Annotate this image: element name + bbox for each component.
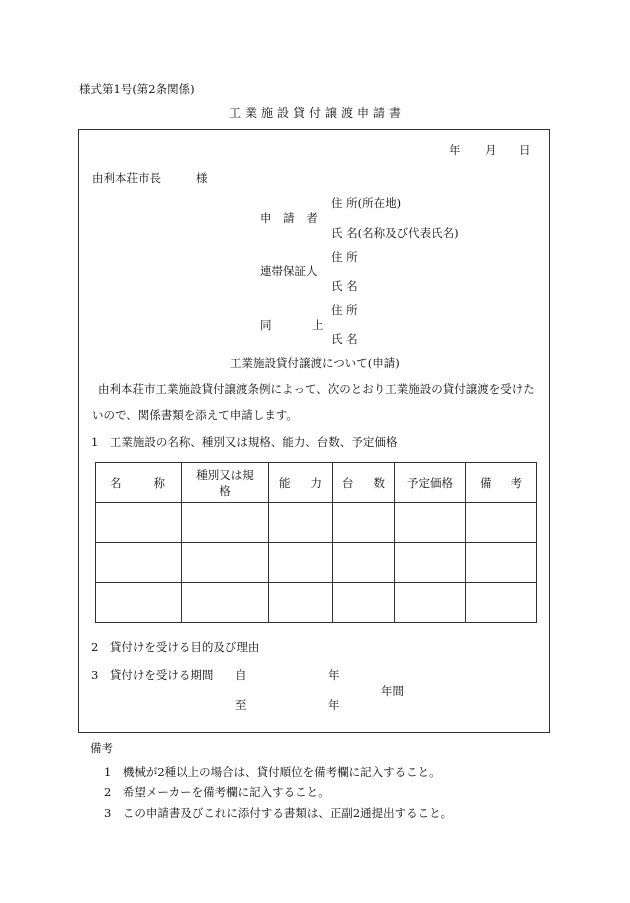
applicant-label: 申 請 者 <box>260 211 322 225</box>
table-cell[interactable] <box>269 503 333 543</box>
header-capacity-b: 力 <box>310 475 322 490</box>
guarantor2-label-b: 上 <box>312 318 324 332</box>
guarantor2-address-label: 住 所 <box>331 303 358 317</box>
header-name-a: 名 <box>110 475 122 490</box>
table-cell[interactable] <box>269 583 333 623</box>
guarantor-label: 連帯保証人 <box>260 264 318 278</box>
notes-heading: 備考 <box>90 741 113 755</box>
header-remarks-b: 考 <box>510 475 522 490</box>
item-2-heading: 2 貸付けを受ける目的及び理由 <box>91 640 260 654</box>
guarantor2-name-label: 氏 名 <box>331 332 358 346</box>
header-count-b: 数 <box>373 475 385 490</box>
applicant-name-label: 氏 名(名称及び代表氏名) <box>331 226 459 240</box>
table-row <box>96 583 537 623</box>
header-remarks <box>466 463 537 503</box>
table-cell[interactable] <box>466 583 537 623</box>
header-type-label: 種別又は規格 <box>196 467 254 498</box>
header-name-b: 称 <box>153 475 165 490</box>
guarantor-address-label: 住 所 <box>331 250 358 264</box>
table-cell[interactable] <box>466 503 537 543</box>
table-cell[interactable] <box>96 543 182 583</box>
header-price-label: 予定価格 <box>407 475 453 490</box>
date-month: 月 <box>485 143 497 157</box>
note-item: 1 機械が2種以上の場合は、貸付順位を備考欄に記入すること。 <box>104 765 441 779</box>
table-header-row <box>96 463 537 503</box>
date-day: 日 <box>519 143 531 157</box>
guarantor-name-label: 氏 名 <box>331 279 358 293</box>
item-1-heading: 1 工業施設の名称、種別又は規格、能力、台数、予定価格 <box>91 435 398 449</box>
header-count <box>333 463 395 503</box>
table-cell[interactable] <box>395 503 466 543</box>
table-cell[interactable] <box>182 543 269 583</box>
guarantor2-label-a: 同 <box>260 318 272 332</box>
table-cell[interactable] <box>333 503 395 543</box>
header-capacity <box>269 463 333 503</box>
table-cell[interactable] <box>269 543 333 583</box>
body-line-1: 由利本荘市工業施設貸付譲渡条例によって、次のとおり工業施設の貸付譲渡を受けた <box>98 382 535 396</box>
table-cell[interactable] <box>395 583 466 623</box>
date-year: 年 <box>449 143 461 157</box>
form-number: 様式第1号(第2条関係) <box>79 82 195 96</box>
period-years-label: 年間 <box>381 684 404 698</box>
table-cell[interactable] <box>96 503 182 543</box>
header-count-a: 台 <box>342 475 354 490</box>
note-item: 2 希望メーカーを備考欄に記入すること。 <box>104 785 330 799</box>
period-to-label: 至 <box>235 698 247 712</box>
header-remarks-a: 備 <box>480 475 492 490</box>
period-from-year: 年 <box>328 668 340 682</box>
table-cell[interactable] <box>466 543 537 583</box>
header-capacity-a: 能 <box>279 475 291 490</box>
table-row <box>96 543 537 583</box>
addressee: 由利本荘市長 <box>92 171 161 185</box>
period-to-year: 年 <box>328 698 340 712</box>
table-cell[interactable] <box>333 583 395 623</box>
subject-line: 工業施設貸付譲渡について(申請) <box>230 356 400 370</box>
header-price <box>395 463 466 503</box>
facility-table <box>95 462 537 623</box>
table-cell[interactable] <box>333 543 395 583</box>
table-cell[interactable] <box>395 543 466 583</box>
body-line-2: いので、関係書類を添えて申請します。 <box>92 408 298 422</box>
table-cell[interactable] <box>182 503 269 543</box>
note-item: 3 この申請書及びこれに添付する書類は、正副2通提出すること。 <box>104 806 453 820</box>
table-cell[interactable] <box>96 583 182 623</box>
honorific: 様 <box>196 171 208 185</box>
period-from-label: 自 <box>235 668 247 682</box>
header-type <box>182 463 269 503</box>
form-title: 工業施設貸付譲渡申請書 <box>229 106 406 120</box>
table-cell[interactable] <box>182 583 269 623</box>
table-row <box>96 503 537 543</box>
applicant-address-label: 住 所(所在地) <box>331 196 402 210</box>
header-name <box>96 463 182 503</box>
item-3-heading: 3 貸付けを受ける期間 <box>91 668 214 682</box>
